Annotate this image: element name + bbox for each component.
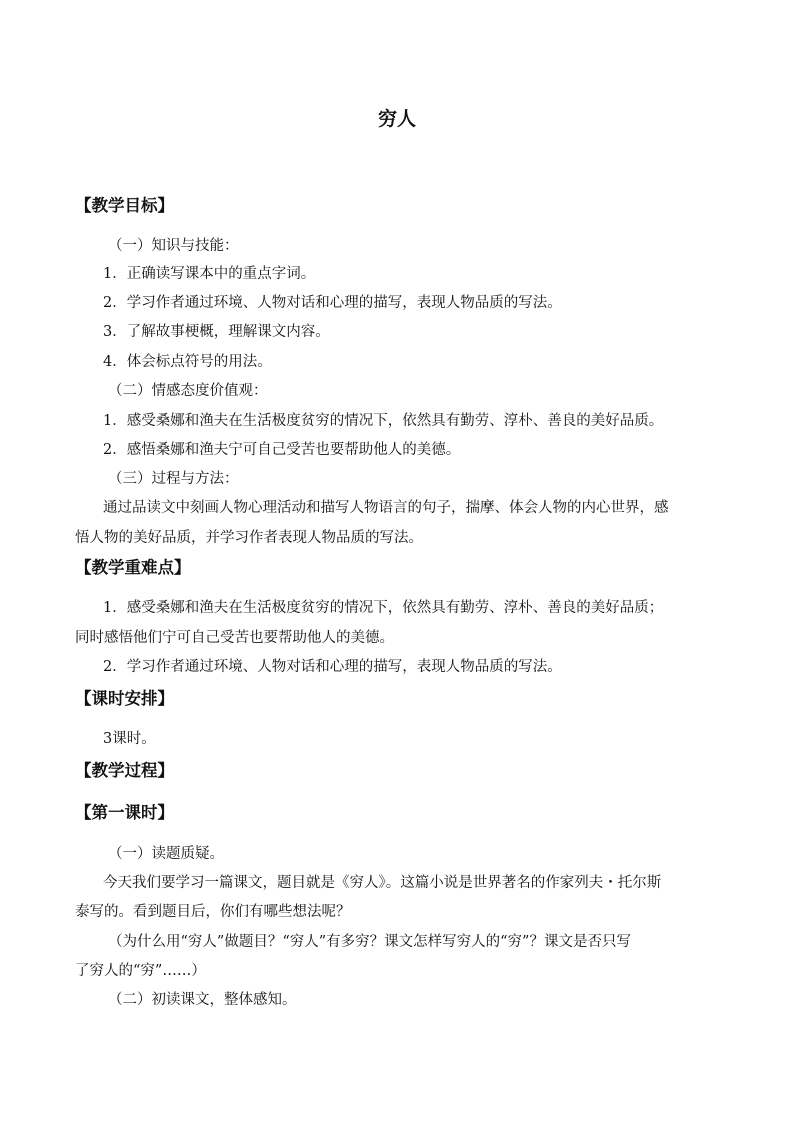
section-heading-schedule: 【课时安排】 — [75, 689, 174, 708]
section-heading-key-points: 【教学重难点】 — [75, 558, 191, 577]
method-paragraph: 悟人物的美好品质，并学习作者表现人物品质的写法。 — [75, 530, 423, 546]
goal-item: 2．学习作者通过环境、人物对话和心理的描写，表现人物品质的写法。 — [103, 295, 562, 311]
goal-item: 1．正确读写课本中的重点字词。 — [103, 266, 316, 282]
key-point-item: 同时感悟他们宁可自己受苦也要帮助他人的美德。 — [75, 630, 394, 646]
step-heading: （二）初读课文，整体感知。 — [108, 992, 297, 1008]
lesson-paragraph: 今天我们要学习一篇课文，题目就是《穷人》。这篇小说是世界著名的作家列夫・托尔斯 — [103, 875, 662, 891]
goal-item: 1．感受桑娜和渔夫在生活极度贫穷的情况下，依然具有勤劳、淳朴、善良的美好品质。 — [103, 413, 664, 429]
key-point-item: 1．感受桑娜和渔夫在生活极度贫穷的情况下，依然具有勤劳、淳朴、善良的美好品质； — [103, 600, 664, 616]
subheading-emotion: （二）情感态度价值观： — [108, 383, 268, 399]
goal-item: 3．了解故事梗概，理解课文内容。 — [103, 324, 330, 340]
lesson-paragraph: （为什么用“穷人”做题目？“穷人”有多穷？课文怎样写穷人的“穷”？课文是否只写 — [108, 934, 631, 950]
section-heading-first-lesson: 【第一课时】 — [75, 803, 174, 822]
document-title: 穷人 — [377, 108, 416, 130]
method-paragraph: 通过品读文中刻画人物心理活动和描写人物语言的句子，揣摩、体会人物的内心世界，感 — [103, 500, 669, 516]
goal-item: 2．感悟桑娜和渔夫宁可自己受苦也要帮助他人的美德。 — [103, 442, 461, 458]
goal-item: 4．体会标点符号的用法。 — [103, 354, 272, 370]
section-heading-goals: 【教学目标】 — [75, 196, 174, 215]
subheading-method: （三）过程与方法： — [108, 471, 239, 487]
step-heading: （一）读题质疑。 — [108, 846, 224, 862]
section-heading-process: 【教学过程】 — [75, 761, 174, 780]
lesson-paragraph: 了穷人的“穷”……） — [75, 963, 206, 979]
schedule-text: 3课时。 — [103, 731, 156, 747]
lesson-paragraph: 泰写的。看到题目后，你们有哪些想法呢？ — [75, 904, 351, 920]
subheading-knowledge: （一）知识与技能： — [108, 238, 239, 254]
key-point-item: 2．学习作者通过环境、人物对话和心理的描写，表现人物品质的写法。 — [103, 659, 562, 675]
